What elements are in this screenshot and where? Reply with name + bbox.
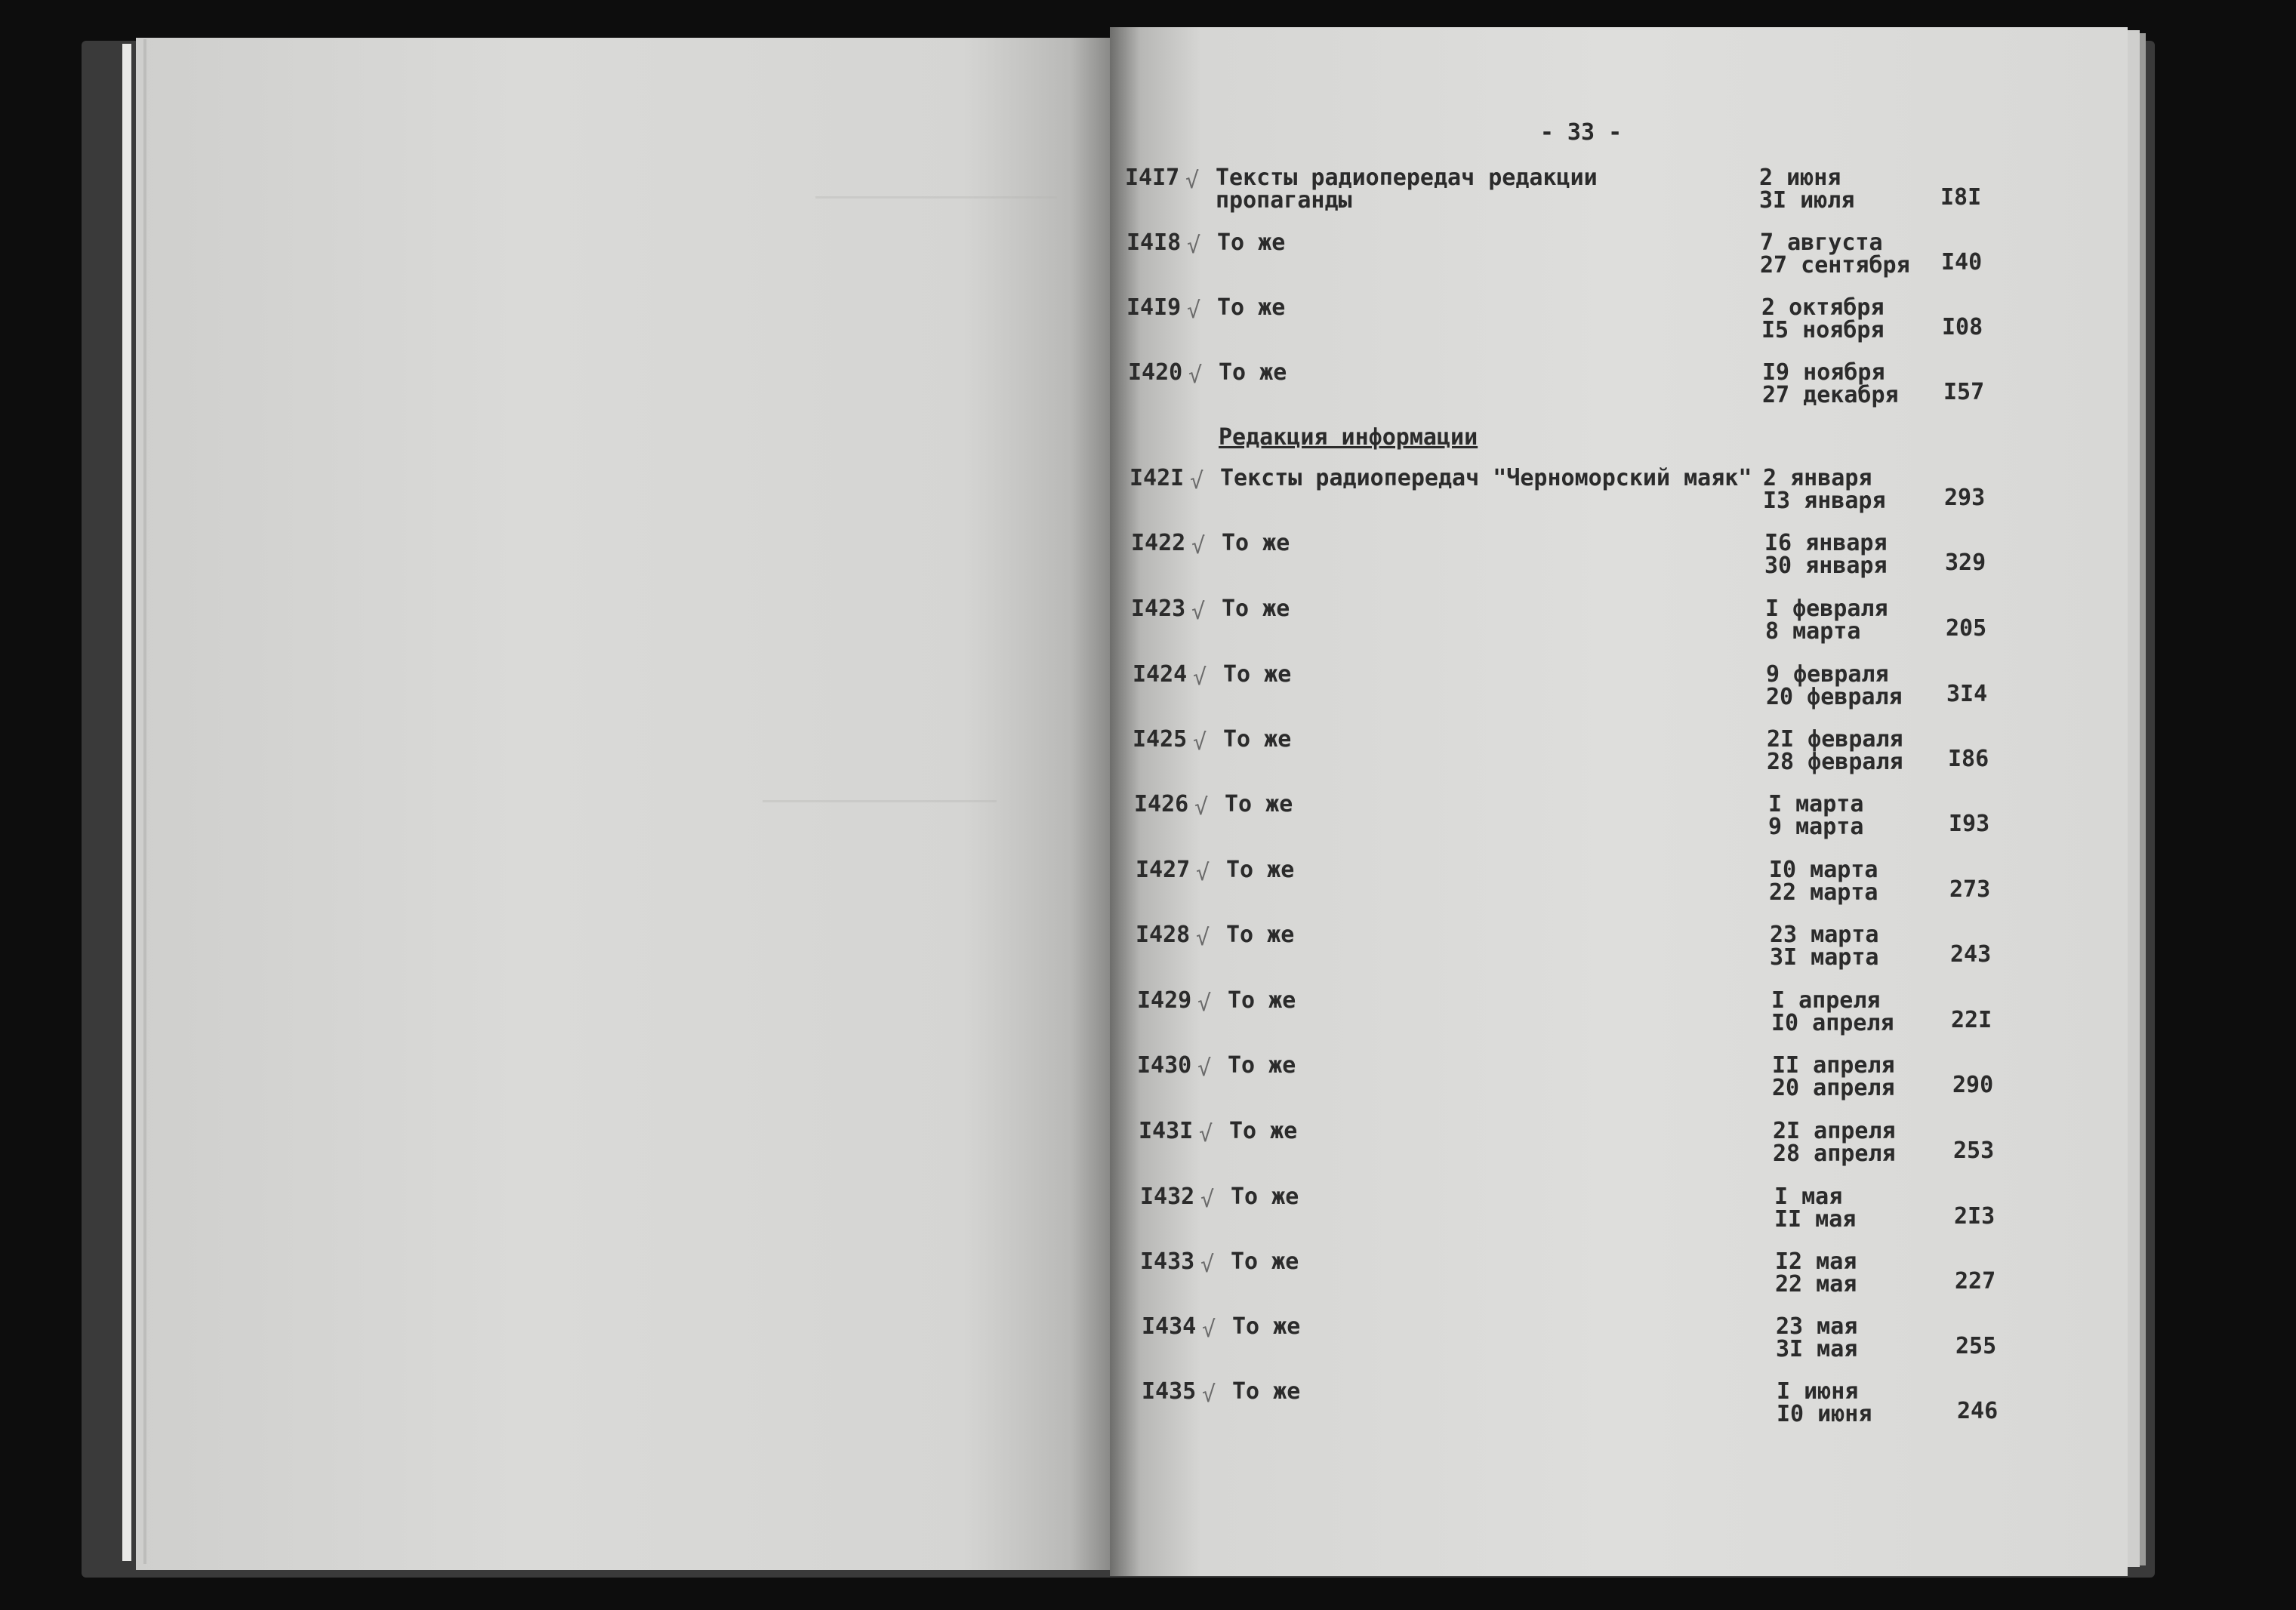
show-through-mark (815, 196, 1057, 199)
entry-number: I4I7 (1125, 165, 1180, 191)
entry-title: То же (1226, 857, 1295, 883)
date-from: I0 марта (1769, 857, 1878, 883)
check-mark: √ (1197, 1055, 1212, 1082)
sheet-count: 227 (1955, 1268, 1996, 1294)
entry-number: I429 (1137, 987, 1192, 1014)
sheet-count: 2I3 (1954, 1203, 1996, 1230)
check-mark: √ (1193, 729, 1207, 756)
date-from: I февраля (1765, 596, 1888, 622)
date-from: I мая (1774, 1184, 1843, 1210)
sheet-count: 3I4 (1946, 681, 1988, 707)
date-from: 23 марта (1770, 922, 1879, 948)
date-to: 20 апреля (1772, 1075, 1895, 1101)
check-mark: √ (1197, 990, 1212, 1017)
date-to: 27 декабря (1762, 382, 1899, 408)
check-mark: √ (1188, 362, 1203, 389)
check-mark: √ (1191, 533, 1206, 559)
date-from: 7 августа (1760, 229, 1883, 256)
date-to: 20 февраля (1766, 684, 1903, 710)
entry-title: пропаганды (1216, 187, 1352, 214)
entry-title: То же (1231, 1248, 1299, 1275)
show-through-mark (763, 800, 997, 802)
sheet-count: I08 (1942, 314, 1983, 340)
date-from: I июня (1777, 1378, 1859, 1405)
date-to: 30 января (1764, 553, 1888, 579)
sheet-count: I40 (1941, 249, 1983, 276)
check-mark: √ (1187, 232, 1201, 259)
page-number: - 33 - (1539, 119, 1623, 146)
check-mark: √ (1190, 468, 1204, 494)
entry-title: То же (1223, 661, 1292, 688)
entry-number: I420 (1128, 359, 1183, 386)
sheet-count: 293 (1944, 485, 1986, 511)
date-to: 27 сентября (1760, 252, 1910, 279)
left-page-blank (136, 38, 1110, 1570)
date-from: 2I февраля (1767, 726, 1903, 753)
date-to: I5 ноября (1761, 317, 1885, 343)
entry-number: I427 (1136, 857, 1191, 883)
check-mark: √ (1200, 1251, 1215, 1278)
date-to: I3 января (1763, 488, 1886, 514)
entry-title: То же (1219, 359, 1287, 386)
sheet-count: 290 (1952, 1072, 1994, 1098)
entry-title: То же (1232, 1378, 1301, 1405)
sheet-count: 255 (1955, 1333, 1997, 1359)
sheet-count: I8I (1940, 184, 1982, 211)
entry-title: То же (1217, 229, 1286, 256)
right-page-edges (2128, 30, 2140, 1567)
check-mark: √ (1202, 1381, 1216, 1408)
check-mark: √ (1187, 297, 1201, 324)
entry-title: То же (1217, 294, 1286, 321)
entry-title: То же (1228, 1052, 1296, 1079)
date-from: 2 октября (1761, 294, 1885, 321)
date-to: I0 апреля (1771, 1010, 1894, 1036)
entry-title: Тексты радиопередач редакции (1216, 165, 1598, 191)
sheet-count: 243 (1950, 941, 1992, 968)
date-from: I апреля (1771, 987, 1881, 1014)
date-from: 9 февраля (1766, 661, 1889, 688)
entry-number: I434 (1142, 1313, 1197, 1340)
entry-title: То же (1232, 1313, 1301, 1340)
check-mark: √ (1202, 1316, 1216, 1343)
entry-number: I424 (1133, 661, 1188, 688)
date-to: 9 марта (1768, 814, 1864, 840)
date-to: 22 марта (1769, 879, 1878, 906)
entry-title: То же (1222, 596, 1290, 622)
check-mark: √ (1191, 599, 1206, 625)
section-heading: Редакция информации (1219, 424, 1478, 451)
check-mark: √ (1199, 1121, 1213, 1147)
sheet-count: 253 (1953, 1137, 1995, 1164)
date-to: 3I мая (1776, 1336, 1858, 1362)
sheet-count: I57 (1943, 379, 1985, 405)
date-from: 2 июня (1759, 165, 1841, 191)
entry-number: I432 (1140, 1184, 1195, 1210)
sheet-count: 273 (1949, 876, 1991, 903)
entry-title: То же (1226, 922, 1295, 948)
date-to: 22 мая (1775, 1271, 1857, 1298)
entry-title: То же (1231, 1184, 1299, 1210)
right-page-edge-shadow (2140, 33, 2146, 1565)
sheet-count: 246 (1957, 1398, 1999, 1424)
date-to: 28 февраля (1767, 749, 1903, 775)
check-mark: √ (1200, 1187, 1215, 1213)
date-from: I марта (1768, 791, 1864, 817)
check-mark: √ (1196, 925, 1210, 951)
entry-title: То же (1222, 530, 1290, 556)
sheet-count: I93 (1949, 811, 1990, 837)
check-mark: √ (1196, 860, 1210, 886)
entry-number: I43I (1139, 1118, 1194, 1144)
entry-number: I422 (1131, 530, 1186, 556)
date-from: I6 января (1764, 530, 1888, 556)
entry-title: То же (1223, 726, 1292, 753)
sheet-count: 205 (1946, 615, 1987, 642)
entry-number: I42I (1130, 465, 1185, 491)
date-to: 8 марта (1765, 618, 1861, 645)
date-from: I2 мая (1775, 1248, 1857, 1275)
date-to: I0 июня (1777, 1401, 1872, 1427)
left-page-edge-line (143, 39, 146, 1564)
date-from: 2I апреля (1773, 1118, 1896, 1144)
entry-title: То же (1228, 987, 1296, 1014)
date-to: 3I марта (1770, 944, 1879, 971)
sheet-count: I86 (1948, 746, 1989, 772)
entry-number: I426 (1134, 791, 1189, 817)
entry-number: I430 (1137, 1052, 1192, 1079)
left-page-edges (122, 44, 131, 1561)
entry-number: I423 (1131, 596, 1186, 622)
check-mark: √ (1185, 168, 1200, 194)
entry-number: I428 (1136, 922, 1191, 948)
check-mark: √ (1194, 794, 1209, 820)
entry-title: Тексты радиопередач "Черноморский маяк" (1220, 465, 1752, 491)
date-to: 28 апреля (1773, 1141, 1896, 1167)
date-from: 2 января (1763, 465, 1872, 491)
date-from: 23 мая (1776, 1313, 1858, 1340)
entry-number: I425 (1133, 726, 1188, 753)
date-to: 3I июля (1759, 187, 1855, 214)
sheet-count: 22I (1951, 1007, 1992, 1033)
date-from: II апреля (1772, 1052, 1895, 1079)
date-to: II мая (1774, 1206, 1857, 1233)
entry-number: I4I9 (1126, 294, 1182, 321)
entry-number: I433 (1140, 1248, 1195, 1275)
entry-title: То же (1225, 791, 1293, 817)
sheet-count: 329 (1945, 549, 1986, 576)
check-mark: √ (1193, 664, 1207, 691)
entry-number: I435 (1142, 1378, 1197, 1405)
date-from: I9 ноября (1762, 359, 1885, 386)
entry-number: I4I8 (1126, 229, 1182, 256)
entry-title: То же (1229, 1118, 1298, 1144)
